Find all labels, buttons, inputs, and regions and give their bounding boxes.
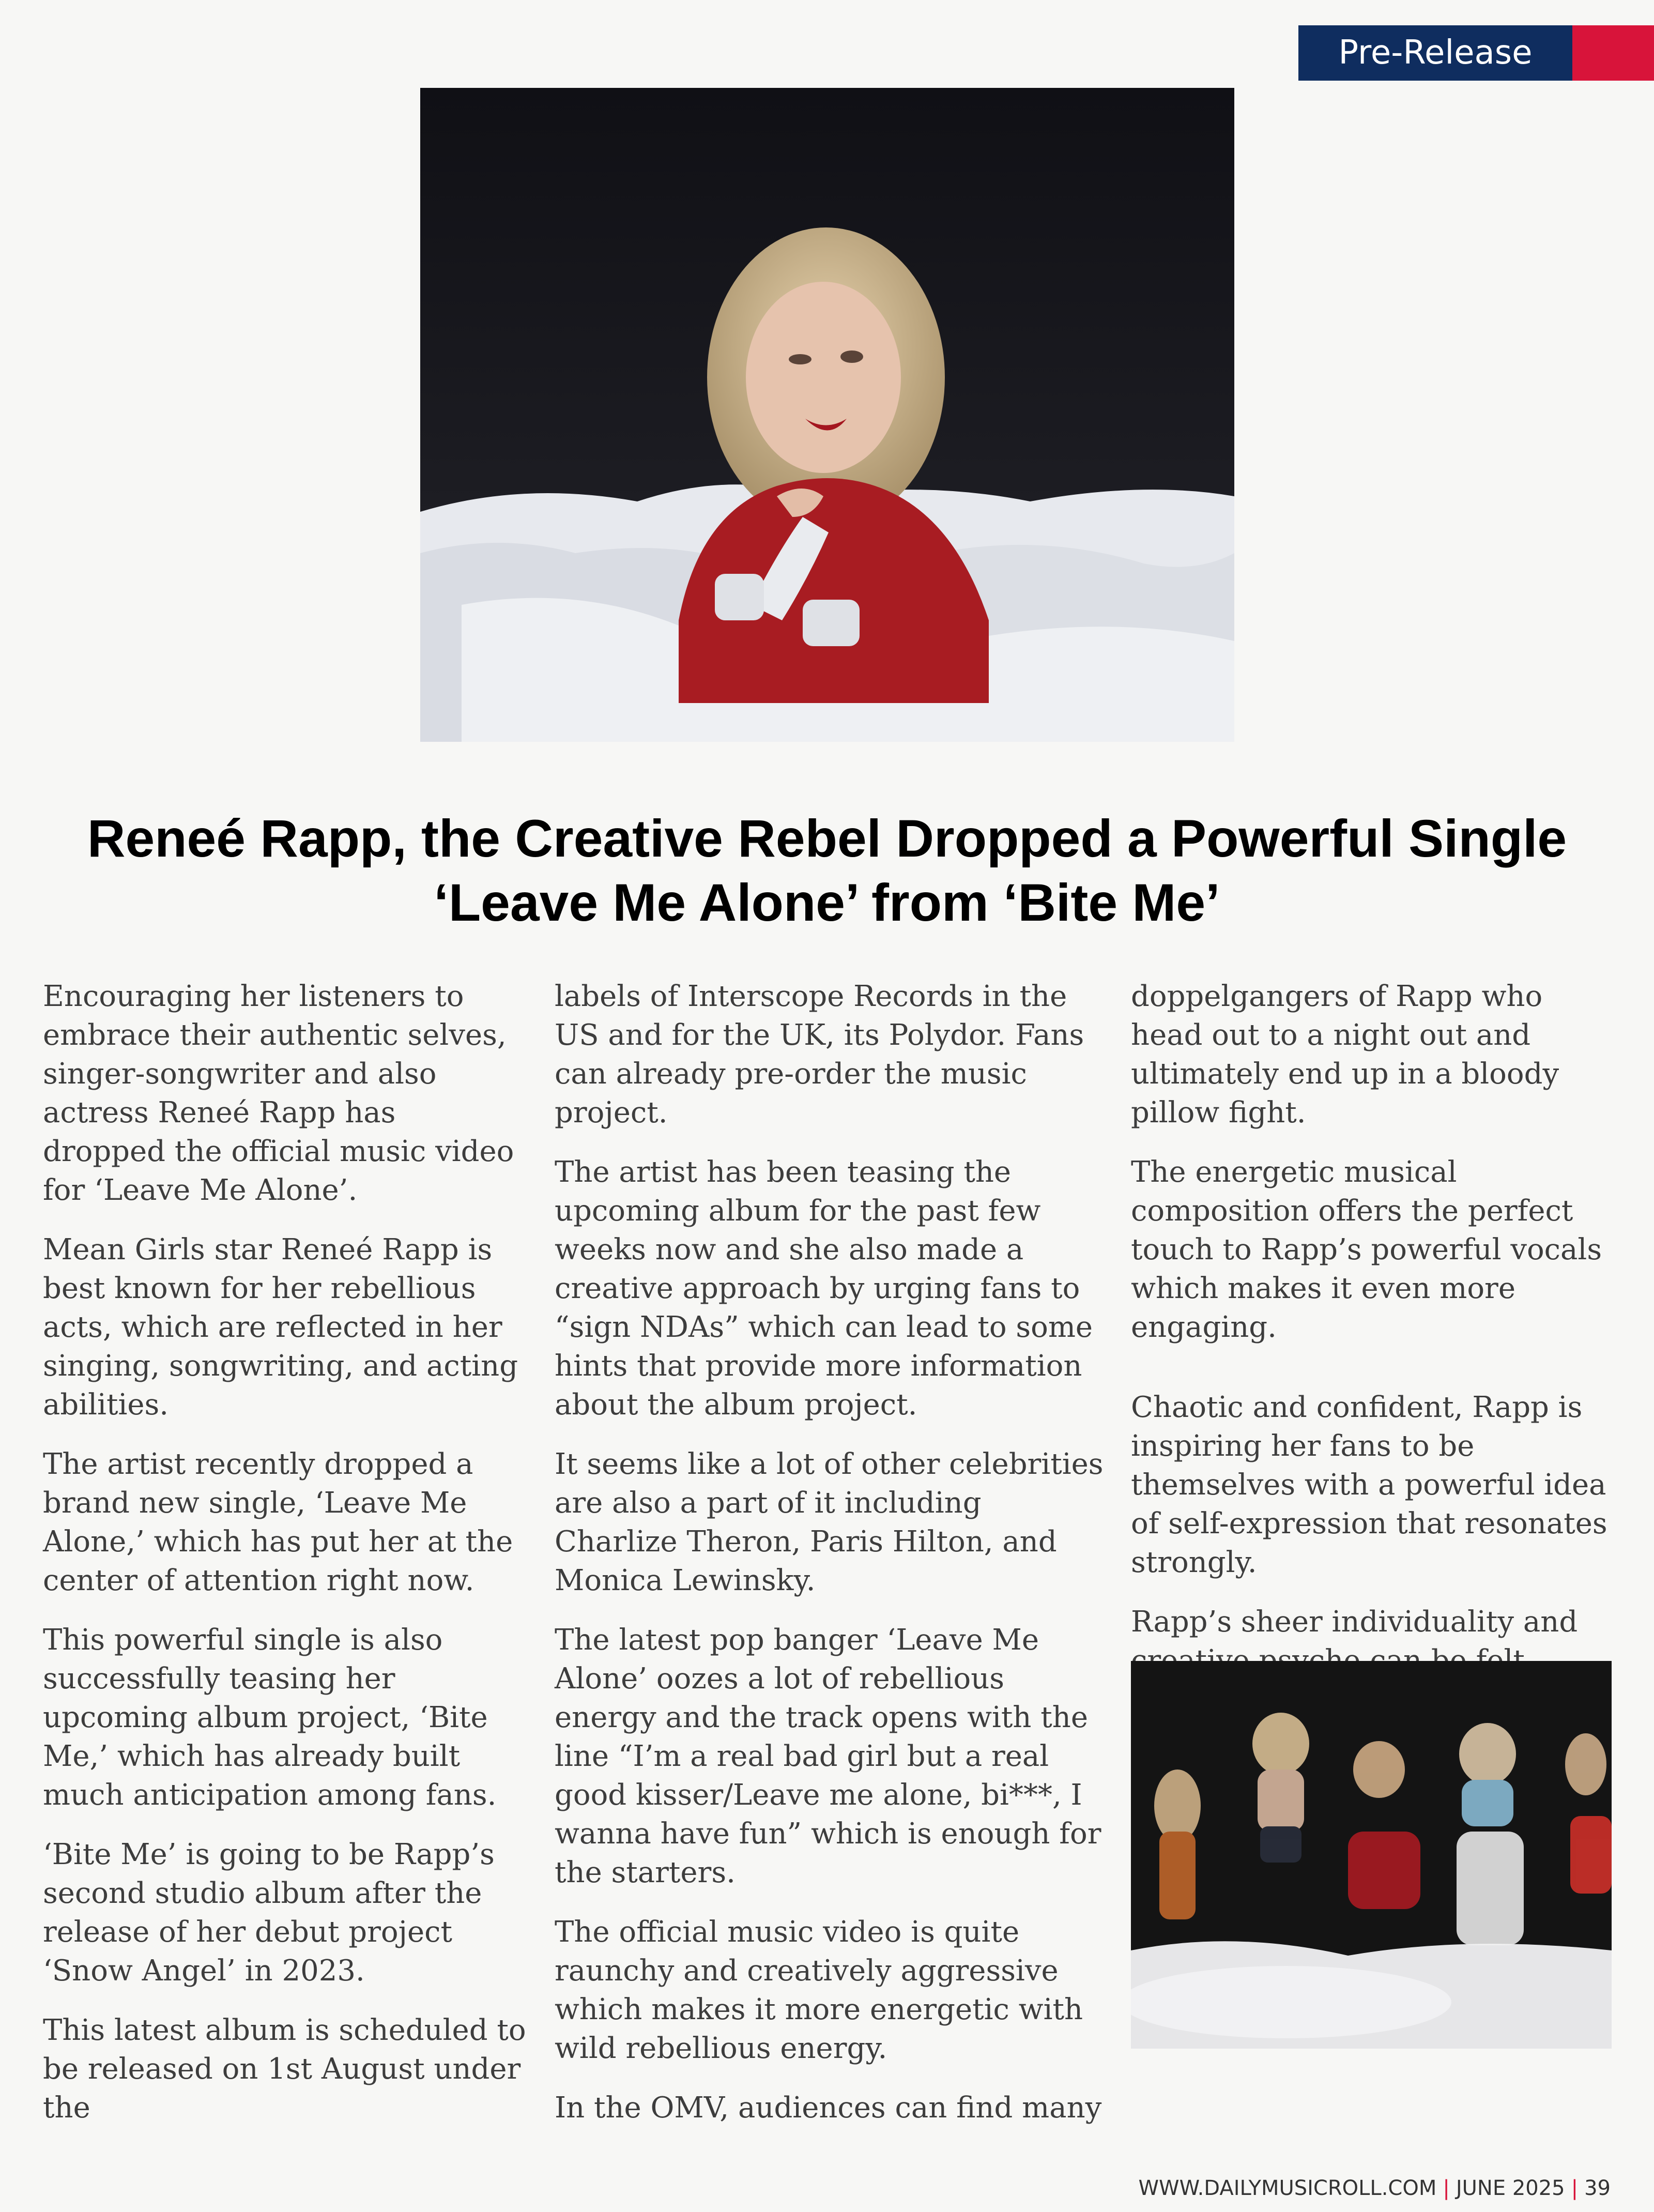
footer-date: JUNE 2025 [1456, 2176, 1565, 2200]
hero-photo [420, 88, 1234, 742]
paragraph: Rapp’s sheer individuality and [1131, 1605, 1578, 1639]
headline-line-2: ‘Leave Me Alone’ from ‘Bite Me’ [434, 873, 1220, 932]
section-tag [1298, 25, 1654, 81]
paragraph: In the OMV, audiences can find many [555, 2091, 1102, 2125]
body-column-1 [43, 977, 526, 2148]
paragraph: This latest album is scheduled to be released on 1st August under the [43, 2013, 526, 2125]
paragraph: ‘Bite Me’ is going to be Rapp’s second studio album after the release of her debut project ‘Snow Angel’ in 2023. [43, 1838, 495, 1988]
paragraph: The artist recently dropped a brand new single, ‘Leave Me Alone,’ which has put her at the center of attention right now. [43, 1447, 513, 1597]
paragraph: It seems like a lot of other celebrities are also a part of it including Charlize Theron, Paris Hilton, and Monica Lewinsky. [555, 1447, 1104, 1597]
dancers-photo [1131, 1661, 1612, 2049]
article-headline [62, 806, 1592, 935]
section-tag-accent [1572, 25, 1654, 81]
headline-line-1: Reneé Rapp, the Creative Rebel Dropped a Powerful Single [87, 809, 1567, 868]
paragraph: Mean Girls star Reneé Rapp is best known for her rebellious acts, which are reflected in her singing, songwriting, and acting abilities. [43, 1233, 518, 1422]
paragraph: The energetic musical composition offers the perfect touch to Rapp’s powerful vocals which makes it even more engaging. [1131, 1155, 1602, 1344]
footer-separator: | [1443, 2176, 1450, 2200]
footer-separator: | [1571, 2176, 1579, 2200]
section-tag-label: Pre-Release [1298, 25, 1572, 81]
body-column-2 [555, 977, 1110, 2148]
paragraph: The latest pop banger ‘Leave Me Alone’ oozes a lot of rebellious energy and the track opens with the line “I’m a real bad girl but a real good kisser/Leave me alone, bi***, I wanna have fun” which is enough for the starters. [555, 1623, 1101, 1889]
paragraph: Encouraging her listeners to embrace their authentic selves, singer-songwriter and also actress Reneé Rapp has dropped the official music video for ‘Leave Me Alone’. [43, 980, 514, 1207]
paragraph: doppelgangers of Rapp who head out to a night out and ultimately end up in a bloody pillow fight. [1131, 980, 1559, 1130]
paragraph: labels of Interscope Records in the US and for the UK, its Polydor. Fans can already pre-order the music project. [555, 980, 1084, 1130]
paragraph: Chaotic and confident, Rapp is inspiring her fans to be themselves with a powerful idea of self-expression that resonates strongly. [1131, 1391, 1607, 1579]
footer-website: WWW.DAILYMUSICROLL.COM [1138, 2176, 1437, 2200]
paragraph: The artist has been teasing the upcoming album for the past few weeks now and she also made a creative approach by urging fans to “sign NDAs” which can lead to some hints that provide more information about the album project. [555, 1155, 1093, 1422]
page-footer [1139, 2176, 1611, 2200]
page-number: 39 [1584, 2176, 1611, 2200]
paragraph: The official music video is quite raunchy and creatively aggressive which makes it more energetic with wild rebellious energy. [555, 1915, 1083, 2065]
paragraph: This powerful single is also successfully teasing her upcoming album project, ‘Bite Me,’ which has already built much anticipation among fans. [43, 1623, 497, 1812]
